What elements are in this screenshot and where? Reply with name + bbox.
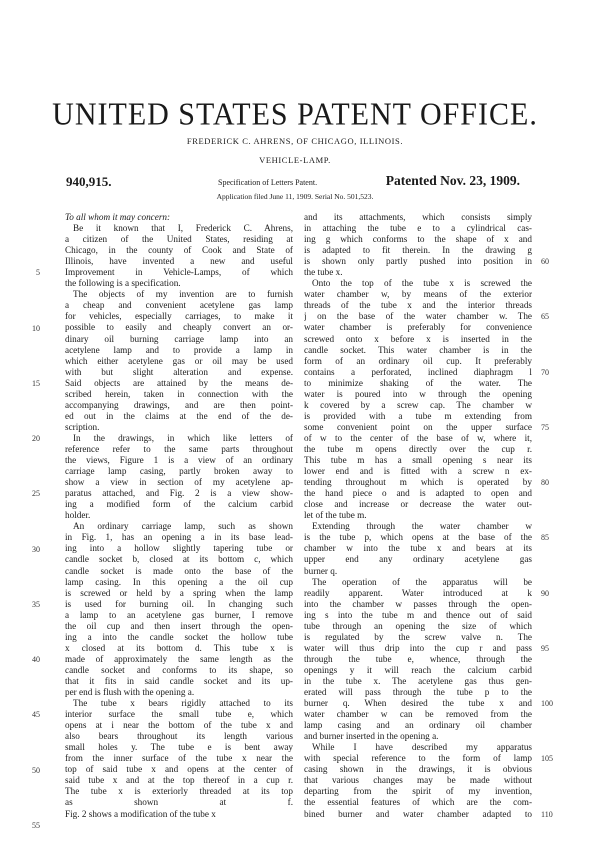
text-line: water will thus drip into the cup r and pass [304, 642, 532, 653]
text-line: in Fig. 1, has an opening a in its base lead- [65, 532, 293, 543]
text-line: upper end any ordinary acetylene gas [304, 554, 532, 565]
line-number: 100 [541, 699, 553, 709]
text-line: is adapted to fit therein. In the drawing g [304, 245, 532, 256]
text-line: is shown only partly pushed into position in [304, 256, 532, 267]
text-line: Onto the top of the tube x is screwed the [312, 278, 532, 289]
text-line: burner q. When desired the tube x and [304, 698, 532, 709]
text-line: lamp casing and an ordinary oil chamber [304, 720, 532, 731]
text-line: This tube m has a small opening s near its [304, 455, 532, 466]
text-line: is screwed or held by a spring when the lamp [65, 587, 293, 598]
patent-number: 940,915. [66, 174, 112, 189]
text-line: candle socket. This water chamber is in the [304, 344, 532, 355]
text-line: water chamber is preferably for convenience [304, 322, 532, 333]
right-text-column [304, 212, 532, 820]
text-line: Illinois, have invented a new and useful [65, 256, 293, 267]
text-line: let of the tube m. [304, 510, 367, 521]
text-line: tube through an opening the size of which [304, 620, 532, 631]
line-number: 20 [32, 434, 40, 443]
text-line: Chicago, in the county of Cook and State of [65, 245, 293, 256]
text-line: x closed at its bottom d. This tube x is [65, 642, 293, 653]
text-line: the essential features of which are the com- [304, 797, 532, 808]
text-line: lamp casing. In this opening a the oil cup [65, 576, 293, 587]
text-line: is regulated by the screw valve n. The [304, 631, 532, 642]
text-line: lower end and is fitted with a screw n ex- [304, 466, 532, 477]
text-line: Extending through the water chamber w [312, 521, 532, 532]
text-line: openings y it will reach the calcium carbid [304, 664, 532, 675]
text-line: chamber w into the tube x and bears at its [304, 543, 532, 554]
text-line: opens at i near the bottom of the tube x and [65, 720, 293, 731]
text-line: ing a modified form of the calcium carbid [65, 499, 293, 510]
text-line: Improvement in Vehicle-Lamps, of which [65, 267, 293, 278]
text-line: show a view in section of my acetylene ap- [65, 477, 293, 488]
text-line: burner q. [304, 565, 338, 576]
text-line: interior surface the small tube e, which [65, 709, 293, 720]
line-number: 60 [541, 257, 549, 267]
text-line: k covered by a screw cap. The chamber w [304, 399, 532, 410]
text-line: ing a into the candle socket the hollow tube [65, 631, 293, 642]
text-line: top of said tube x and opens at the center of [65, 764, 293, 775]
text-line: with but slight alteration and expense. [65, 366, 293, 377]
text-line: holder. [65, 510, 91, 521]
text-line: close and increase or decrease the water out- [304, 499, 532, 510]
text-line: from the inner surface of the tube x near the [65, 753, 293, 764]
text-line: as shown at f. [65, 797, 293, 808]
text-line: said tube x and at the top thereof in a cup r. [65, 775, 293, 786]
line-number: 105 [541, 754, 553, 764]
line-number: 80 [541, 478, 549, 488]
text-line: While I have described my apparatus [312, 742, 532, 753]
text-line: candle socket b, closed at its bottom c, which [65, 554, 293, 565]
patent-office-heading: UNITED STATES PATENT OFFICE. [52, 97, 538, 132]
text-line: The tube x is exteriorly threaded at its top [65, 786, 293, 797]
line-number: 40 [32, 655, 40, 664]
text-line: An ordinary carriage lamp, such as shown [73, 521, 293, 532]
text-line: that various changes may be made without [304, 775, 532, 786]
text-line: accompanying drawings, and are then point- [65, 399, 293, 410]
text-line: that it fits in said candle socket and its up- [65, 675, 293, 686]
text-line: per end is flush with the opening a. [65, 687, 195, 698]
text-line: screwed onto x before x is inserted in the [304, 333, 532, 344]
line-number: 110 [541, 809, 553, 819]
text-line: erated will pass through the tube p to the [304, 687, 532, 698]
text-line: is used for burning oil. In changing such [65, 598, 293, 609]
text-line: and burner inserted in the opening a. [304, 731, 439, 742]
patented-date: Patented Nov. 23, 1909. [385, 173, 520, 188]
text-line: readily apparent. Water introduced at k [304, 587, 532, 598]
text-line: is the tube p, which opens at the base of the [304, 532, 532, 543]
text-line: j on the base of the water chamber w. The [304, 311, 532, 322]
text-line: paratus attached, and Fig. 2 is a view show- [65, 488, 293, 499]
text-line: ing into a hollow slightly tapering tube or [65, 543, 293, 554]
invention-title: VEHICLE-LAMP. [259, 155, 331, 165]
line-number: 65 [541, 312, 549, 322]
text-line: into the chamber w passes through the open- [304, 598, 532, 609]
application-line: Application filed June 11, 1909. Serial No. 501,523. [216, 192, 374, 201]
text-line: Said objects are attained by the means de- [65, 377, 293, 388]
text-line: water chamber w can be removed from the [304, 709, 532, 720]
text-line: for vehicles, especially carriages, to make it [65, 311, 293, 322]
text-line: a lamp to an acetylene gas burner, I remove [65, 609, 293, 620]
text-line: small holes y. The tube e is bent away [65, 742, 293, 753]
text-line: The operation of the apparatus will be [312, 576, 532, 587]
text-line: threads of the tube x and the interior threads [304, 300, 532, 311]
text-line: The objects of my invention are to furnish [73, 289, 293, 300]
text-line: made of approximately the same length as the [65, 653, 293, 664]
text-line: form of an ordinary oil cup. It preferably [304, 355, 532, 366]
text-line: bined burner and water chamber adapted to [304, 808, 532, 819]
line-number: 95 [541, 643, 549, 653]
text-line: to minimize shaking of the water. The [304, 377, 532, 388]
line-number: 70 [541, 367, 549, 377]
line-number: 35 [32, 599, 40, 609]
text-line: through the tube e, whence, through the [304, 653, 532, 664]
specification-label: Specification of Letters Patent. [218, 178, 318, 187]
text-line: ing s into the tube m and thence out of said [304, 609, 532, 620]
text-line: reference refer to the same parts throughout [65, 443, 293, 454]
text-line: departing from the spirit of my invention, [304, 786, 532, 797]
text-line: the oil cup and then insert through the open- [65, 620, 293, 631]
text-line: the hand piece o and is adapted to open and [304, 488, 532, 499]
text-line: the views, Figure 1 is a view of an ordinary [65, 455, 293, 466]
text-line: a citizen of the United States, residing at [65, 234, 293, 245]
text-line: the tube m opens directly over the cup r. [304, 443, 532, 454]
text-line: which either acetylene gas or oil may be used [65, 355, 293, 366]
text-line: scribed herein, taken in connection with the [65, 388, 293, 399]
text-line: dinary oil burning carriage lamp into an [65, 333, 293, 344]
text-line: Fig. 2 shows a modification of the tube x [65, 808, 216, 819]
text-line: a cheap and convenient acetylene gas lamp [65, 300, 293, 311]
text-line: and its attachments, which consists simply [304, 212, 532, 222]
text-line: with special reference to the form of lamp [304, 753, 532, 764]
text-line: scription. [65, 421, 100, 432]
text-line: ing g which conforms to the shape of x and [304, 234, 532, 245]
text-line: of w to the center of the base of w, where it, [304, 432, 532, 443]
text-line: acetylene lamp and to provide a lamp in [65, 344, 293, 355]
text-line: some convenient point on the upper surface [304, 421, 532, 432]
text-line: candle socket is made onto the base of the [65, 565, 293, 576]
text-line: the tube x. [304, 267, 343, 278]
line-number: 90 [541, 588, 549, 598]
line-number: 50 [32, 765, 40, 775]
text-line: To all whom it may concern: [65, 212, 171, 222]
line-number: 30 [32, 544, 40, 554]
text-line: in the tube x. The acetylene gas thus gen- [304, 675, 532, 686]
text-line: The tube x bears rigidly attached to its [73, 698, 293, 709]
text-line: contains a perforated, inclined diaphragm l [304, 366, 532, 377]
line-number: 25 [32, 489, 40, 499]
text-line: the following is a specification. [65, 278, 181, 289]
line-number: 85 [541, 533, 549, 543]
text-line: candle socket and conforms to its shape, so [65, 664, 293, 675]
line-number: 55 [32, 820, 40, 830]
line-number: 10 [32, 323, 40, 333]
inventor-line: FREDERICK C. AHRENS, OF CHICAGO, ILLINOIS. [186, 136, 404, 146]
text-line: ed out in the claims at the end of the de- [65, 410, 293, 421]
text-line: also bears throughout its length various [65, 731, 293, 742]
text-line: tending throughout m which is operated by [304, 477, 532, 488]
line-number: 15 [32, 378, 40, 388]
line-number: 5 [36, 268, 40, 278]
text-line: carriage lamp casing, partly broken away to [65, 466, 293, 477]
text-line: casing shown in the drawings, it is obvious [304, 764, 532, 775]
line-number: 75 [541, 422, 549, 432]
line-number: 45 [32, 710, 40, 720]
text-line: is provided with a tube m extending from [304, 410, 532, 421]
text-line: water is poured into w through the opening [304, 388, 532, 399]
text-line: Be it known that I, Frederick C. Ahrens, [73, 223, 293, 234]
text-line: water chamber w, by means of the exterior [304, 289, 532, 300]
text-line: possible to easily and cheaply convert an or- [65, 322, 293, 333]
left-text-column [65, 212, 293, 820]
text-line: In the drawings, in which like letters of [73, 432, 293, 443]
text-line: in attaching the tube e to a cylindrical cas- [304, 223, 532, 234]
